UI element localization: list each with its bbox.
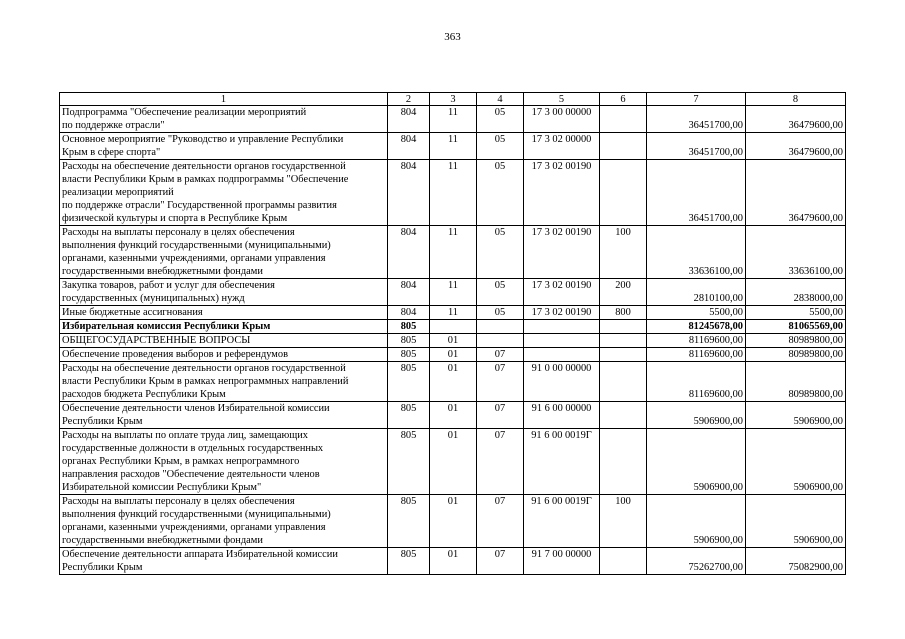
row-code-4: 05 xyxy=(477,106,524,133)
row-amount-8: 80989800,00 xyxy=(746,334,846,348)
row-code-4: 07 xyxy=(477,495,524,548)
row-amount-8: 81065569,00 xyxy=(746,320,846,334)
row-amount-7: 5906900,00 xyxy=(647,495,746,548)
row-code-6: 800 xyxy=(600,306,647,320)
header-cell: 5 xyxy=(524,93,600,106)
row-amount-7: 5906900,00 xyxy=(647,429,746,495)
table-row xyxy=(60,429,846,495)
row-code-2: 805 xyxy=(388,495,430,548)
row-amount-7: 33636100,00 xyxy=(647,226,746,279)
row-code-2: 805 xyxy=(388,334,430,348)
table-row xyxy=(60,402,846,429)
row-code-6 xyxy=(600,362,647,402)
table-row xyxy=(60,306,846,320)
table-row xyxy=(60,495,846,548)
row-amount-8: 36479600,00 xyxy=(746,133,846,160)
row-description: Подпрограмма "Обеспечение реализации мероприятий по поддержке отрасли" xyxy=(60,106,388,133)
row-code-5: 91 6 00 00000 xyxy=(524,402,600,429)
row-amount-8: 36479600,00 xyxy=(746,106,846,133)
row-code-6 xyxy=(600,133,647,160)
row-code-4: 07 xyxy=(477,429,524,495)
row-amount-7: 75262700,00 xyxy=(647,548,746,575)
row-amount-8: 2838000,00 xyxy=(746,279,846,306)
row-code-5 xyxy=(524,348,600,362)
row-code-3: 01 xyxy=(430,548,477,575)
row-code-4: 07 xyxy=(477,362,524,402)
table-row xyxy=(60,320,846,334)
header-cell: 3 xyxy=(430,93,477,106)
row-code-6 xyxy=(600,334,647,348)
row-code-3: 11 xyxy=(430,106,477,133)
row-description: Расходы на выплаты по оплате труда лиц, замещающих государственные должности в отдельных государственных органах Республики Крым, в рамках непрограммного направления расходов "Обеспечение деятельности членов Избирательной комиссии Республики Крым" xyxy=(60,429,388,495)
row-description: Обеспечение деятельности аппарата Избирательной комиссии Республики Крым xyxy=(60,548,388,575)
row-code-4: 05 xyxy=(477,306,524,320)
row-code-2: 804 xyxy=(388,160,430,226)
row-description: Обеспечение деятельности членов Избирательной комиссии Республики Крым xyxy=(60,402,388,429)
row-code-2: 804 xyxy=(388,106,430,133)
row-code-3: 01 xyxy=(430,348,477,362)
row-code-3: 01 xyxy=(430,334,477,348)
row-code-6 xyxy=(600,160,647,226)
row-code-2: 805 xyxy=(388,320,430,334)
row-amount-7: 5500,00 xyxy=(647,306,746,320)
row-code-6: 200 xyxy=(600,279,647,306)
row-code-6 xyxy=(600,548,647,575)
row-code-6 xyxy=(600,429,647,495)
row-code-3: 01 xyxy=(430,495,477,548)
header-cell: 4 xyxy=(477,93,524,106)
row-amount-8: 80989800,00 xyxy=(746,348,846,362)
table-row xyxy=(60,226,846,279)
table-row xyxy=(60,334,846,348)
table-row xyxy=(60,106,846,133)
row-code-3 xyxy=(430,320,477,334)
row-amount-8: 36479600,00 xyxy=(746,160,846,226)
budget-table xyxy=(59,92,846,575)
row-description: Расходы на обеспечение деятельности органов государственной власти Республики Крым в рамках подпрограммы "Обеспечение реализации мероприятий по поддержке отрасли" Государственной программы развития физической культуры и спорта в Республике Крым xyxy=(60,160,388,226)
row-amount-7: 36451700,00 xyxy=(647,106,746,133)
row-code-6 xyxy=(600,320,647,334)
row-code-5: 91 6 00 0019Г xyxy=(524,495,600,548)
row-amount-7: 2810100,00 xyxy=(647,279,746,306)
row-description: Обеспечение проведения выборов и референдумов xyxy=(60,348,388,362)
table-row xyxy=(60,133,846,160)
row-amount-7: 5906900,00 xyxy=(647,402,746,429)
row-code-6 xyxy=(600,348,647,362)
row-code-5: 17 3 02 00190 xyxy=(524,226,600,279)
row-amount-7: 81169600,00 xyxy=(647,334,746,348)
row-code-4: 05 xyxy=(477,226,524,279)
row-code-3: 11 xyxy=(430,226,477,279)
row-amount-8: 80989800,00 xyxy=(746,362,846,402)
row-code-3: 11 xyxy=(430,133,477,160)
row-code-3: 11 xyxy=(430,160,477,226)
header-cell: 2 xyxy=(388,93,430,106)
row-code-5: 17 3 00 00000 xyxy=(524,106,600,133)
row-amount-7: 36451700,00 xyxy=(647,133,746,160)
row-code-4: 05 xyxy=(477,279,524,306)
table-row xyxy=(60,362,846,402)
row-code-2: 804 xyxy=(388,226,430,279)
row-code-5: 17 3 02 00190 xyxy=(524,160,600,226)
row-description: Основное мероприятие "Руководство и управление Республики Крым в сфере спорта" xyxy=(60,133,388,160)
header-cell: 7 xyxy=(647,93,746,106)
row-code-4 xyxy=(477,320,524,334)
row-code-5: 17 3 02 00190 xyxy=(524,306,600,320)
row-code-5 xyxy=(524,320,600,334)
row-amount-7: 36451700,00 xyxy=(647,160,746,226)
row-code-6: 100 xyxy=(600,495,647,548)
row-amount-8: 75082900,00 xyxy=(746,548,846,575)
row-amount-7: 81169600,00 xyxy=(647,362,746,402)
row-code-5: 91 6 00 0019Г xyxy=(524,429,600,495)
row-code-2: 805 xyxy=(388,362,430,402)
row-description: Закупка товаров, работ и услуг для обеспечения государственных (муниципальных) нужд xyxy=(60,279,388,306)
row-code-2: 805 xyxy=(388,348,430,362)
row-code-4: 05 xyxy=(477,160,524,226)
row-code-2: 804 xyxy=(388,279,430,306)
table-row xyxy=(60,279,846,306)
row-code-5: 91 7 00 00000 xyxy=(524,548,600,575)
row-code-4: 07 xyxy=(477,348,524,362)
row-description: Расходы на обеспечение деятельности органов государственной власти Республики Крым в рамках непрограммных направлений расходов бюджета Республики Крым xyxy=(60,362,388,402)
row-description: Избирательная комиссия Республики Крым xyxy=(60,320,388,334)
row-amount-8: 5906900,00 xyxy=(746,429,846,495)
row-code-5 xyxy=(524,334,600,348)
row-code-4: 05 xyxy=(477,133,524,160)
row-description: ОБЩЕГОСУДАРСТВЕННЫЕ ВОПРОСЫ xyxy=(60,334,388,348)
row-code-3: 11 xyxy=(430,279,477,306)
row-amount-7: 81169600,00 xyxy=(647,348,746,362)
header-cell: 8 xyxy=(746,93,846,106)
header-cell: 1 xyxy=(60,93,388,106)
table-row xyxy=(60,548,846,575)
row-code-6 xyxy=(600,402,647,429)
header-cell: 6 xyxy=(600,93,647,106)
row-amount-8: 5906900,00 xyxy=(746,495,846,548)
page-number: 363 xyxy=(444,31,461,43)
row-code-2: 805 xyxy=(388,548,430,575)
row-code-5: 91 0 00 00000 xyxy=(524,362,600,402)
row-code-5: 17 3 02 00000 xyxy=(524,133,600,160)
row-description: Иные бюджетные ассигнования xyxy=(60,306,388,320)
row-code-6 xyxy=(600,106,647,133)
row-code-3: 11 xyxy=(430,306,477,320)
row-code-4: 07 xyxy=(477,548,524,575)
row-code-2: 805 xyxy=(388,402,430,429)
row-code-2: 805 xyxy=(388,429,430,495)
table-row xyxy=(60,160,846,226)
row-code-5: 17 3 02 00190 xyxy=(524,279,600,306)
row-amount-8: 5906900,00 xyxy=(746,402,846,429)
header-row xyxy=(60,93,846,106)
row-code-2: 804 xyxy=(388,133,430,160)
row-amount-8: 33636100,00 xyxy=(746,226,846,279)
row-code-4 xyxy=(477,334,524,348)
row-code-4: 07 xyxy=(477,402,524,429)
row-code-3: 01 xyxy=(430,362,477,402)
row-code-2: 804 xyxy=(388,306,430,320)
row-amount-8: 5500,00 xyxy=(746,306,846,320)
row-code-3: 01 xyxy=(430,402,477,429)
table-row xyxy=(60,348,846,362)
row-amount-7: 81245678,00 xyxy=(647,320,746,334)
row-description: Расходы на выплаты персоналу в целях обеспечения выполнения функций государственными (муниципальными) органами, казенными учреждениями, органами управления государственными внебюджетными фондами xyxy=(60,495,388,548)
row-description: Расходы на выплаты персоналу в целях обеспечения выполнения функций государственными (муниципальными) органами, казенными учреждениями, органами управления государственными внебюджетными фондами xyxy=(60,226,388,279)
row-code-3: 01 xyxy=(430,429,477,495)
row-code-6: 100 xyxy=(600,226,647,279)
